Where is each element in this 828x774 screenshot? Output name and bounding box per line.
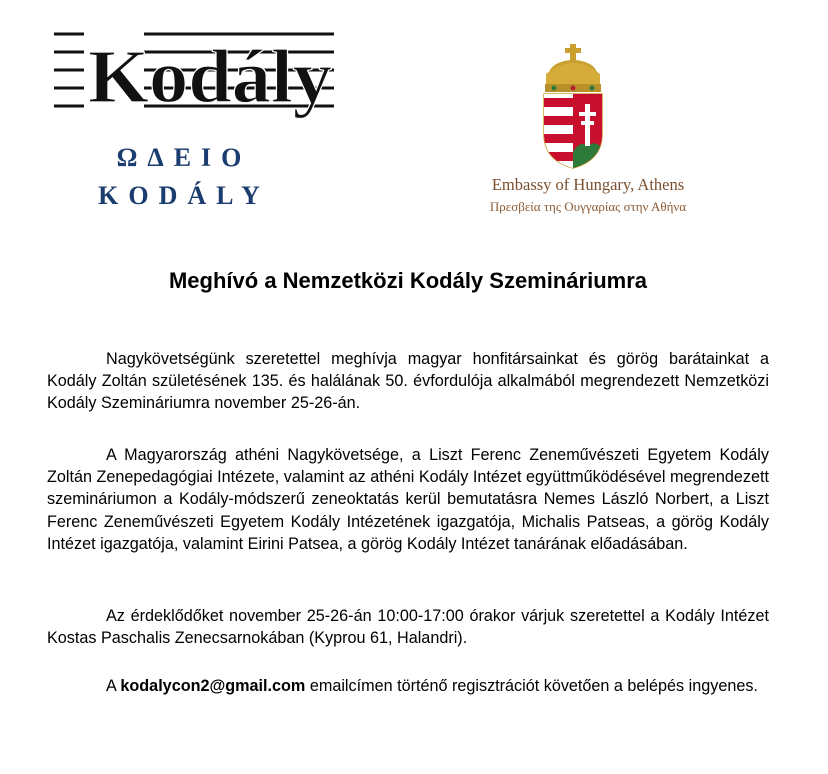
time-location-paragraph: Az érdeklődőket november 25-26-án 10:00-17:00 órakor várjuk szeretettel a Kodály Intézet Kostas Paschalis Zenecsarnokában (Kyprou 61, Halandri). bbox=[47, 607, 769, 648]
page-title: Meghívó a Nemzetközi Kodály Szemináriumra bbox=[168, 268, 648, 293]
registration-suffix: emailcímen történő regisztrációt követően a belépés ingyenes. bbox=[305, 677, 758, 695]
logo-text: Kodály bbox=[88, 35, 332, 118]
seminar-description-paragraph: A Magyarország athéni Nagykövetsége, a Liszt Ferenc Zeneművészeti Egyetem Kodály Zoltán Zenepedagógiai Intézete, valamint az athéni Kodály Intézet együttműködésével megrendezett szemináriumon a Kodály-módszerű zeneoktatás kerül bemutatásra Nemes László Norbert, a Liszt Ferenc Zeneművészeti Egyetem Kodály Intézetének igazgatója, Michalis Patseas, a görög Kodály Intézet igazgatója, valamint Eirini Patsea, a görög Kodály Intézet tanárának előadásában. bbox=[47, 446, 769, 553]
hungarian-coat-of-arms-icon bbox=[540, 44, 606, 170]
invitation-paragraph: Nagykövetségünk szeretettel meghívja magyar honfitársainkat és görög barátainkat a Kodály Zoltán születésének 135. és halálának 50. évfordulója alkalmából megrendezett Nemzetközi Kodály Szemináriumra november 25-26-án. bbox=[47, 350, 769, 413]
embassy-name-english: Embassy of Hungary, Athens bbox=[491, 175, 685, 194]
school-name-latin: KODÁLY bbox=[98, 181, 270, 210]
registration-paragraph bbox=[47, 675, 769, 697]
registration-email-link[interactable]: kodalycon2@gmail.com bbox=[120, 677, 306, 695]
embassy-name-greek: Πρεσβεία της Ουγγαρίας στην Αθήνα bbox=[489, 199, 687, 214]
kodaly-logo bbox=[54, 30, 334, 118]
school-name-greek: ΩΔΕΙΟ bbox=[116, 143, 252, 172]
registration-prefix: A bbox=[106, 677, 121, 695]
